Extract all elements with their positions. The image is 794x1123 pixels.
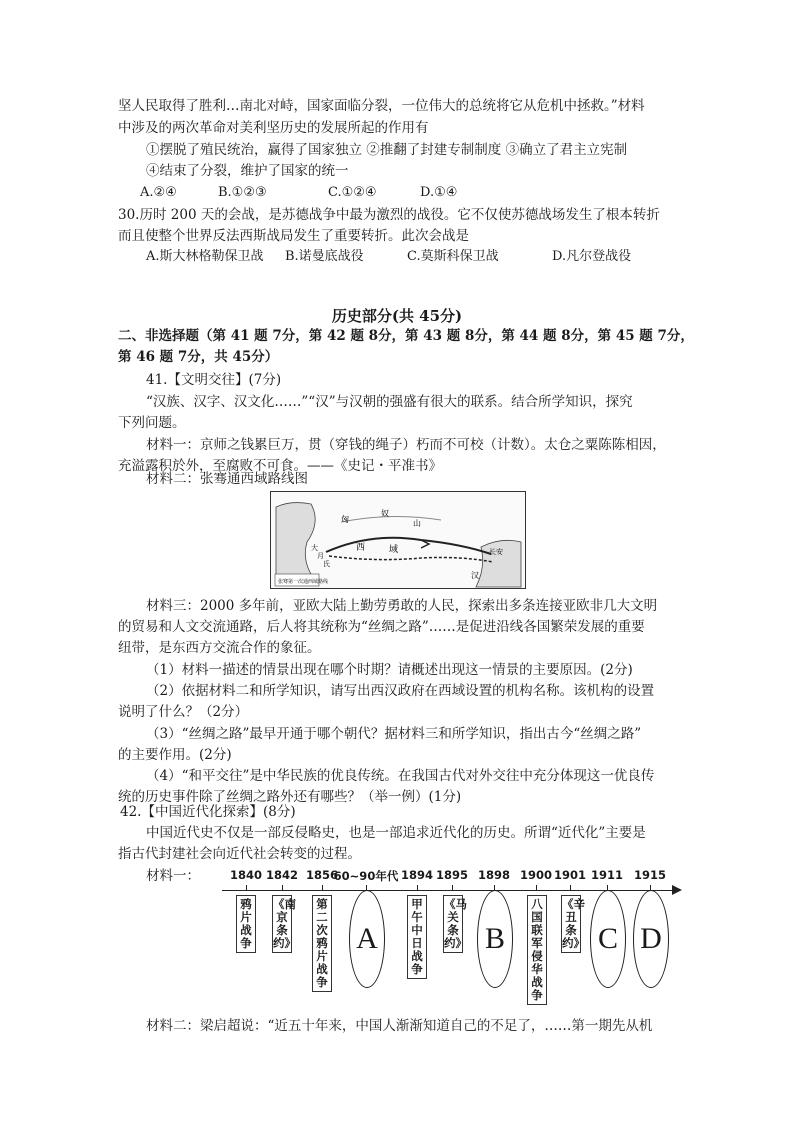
- timeline-tick: [322, 885, 323, 890]
- zhang-qian-route-map: [270, 491, 526, 589]
- map-label: 汉: [471, 571, 479, 580]
- map-label: 大: [311, 544, 318, 552]
- timeline-event: 第二次鸦片战争: [312, 895, 332, 992]
- q41-sub-question: 的主要作用。(2分): [118, 747, 232, 763]
- option-a: A.斯大林格勒保卫战: [146, 249, 264, 264]
- timeline-oval-a: A: [349, 890, 385, 988]
- timeline-year: 60~90年代: [333, 869, 399, 883]
- timeline-event: 甲午中日战争: [407, 895, 427, 979]
- option-c: C.①②④: [328, 185, 377, 200]
- timeline-tick: [452, 885, 453, 890]
- option-c: C.莫斯科保卫战: [407, 249, 499, 264]
- q41-sub-question: 统的历史事件除了丝绸之路外还有哪些？（举一例）(1分): [118, 789, 462, 805]
- timeline-year: 1840: [229, 868, 263, 882]
- q30-line: 30.历时 200 天的会战，是苏德战争中最为激烈的战役。它不仅使苏德战场发生了根本转折: [118, 207, 660, 223]
- timeline-year: 1856: [305, 868, 339, 882]
- q41-material-1: 材料一：京师之钱累巨万，贯（穿钱的绳子）朽而不可校（计数）。太仓之粟陈陈相因，: [146, 437, 666, 453]
- timeline-arrow: [672, 885, 682, 895]
- timeline-oval-d: D: [633, 890, 669, 988]
- timeline-oval-b: B: [477, 890, 513, 988]
- timeline-year: 1915: [633, 868, 667, 882]
- q41-material-1: 充溢露积於外，至腐败不可食。——《史记・平准书》: [118, 458, 442, 474]
- q41-sub-question: 说明了什么？（2分）: [118, 704, 249, 720]
- text-line: ①摆脱了殖民统治，赢得了国家独立 ②推翻了封建专制制度 ③确立了君主立宪制: [146, 142, 628, 158]
- option-a: A.②④: [140, 185, 177, 200]
- map-landmass-west: [276, 503, 316, 582]
- timeline-year: 1898: [477, 868, 511, 882]
- timeline-year: 1901: [553, 868, 587, 882]
- timeline-year: 1900: [519, 868, 553, 882]
- map-label: 匈: [341, 515, 349, 524]
- map-label: 氏: [323, 560, 330, 568]
- timeline-oval-c: C: [590, 890, 626, 988]
- option-b: B.①②③: [218, 185, 267, 200]
- q41-material-2: 材料二：张骞通西域路线图: [146, 471, 308, 487]
- timeline-year: 1842: [265, 868, 299, 882]
- timeline-year: 1895: [435, 868, 469, 882]
- q41-intro: “汉族、汉字、汉文化……”“汉”与汉朝的强盛有很大的联系。结合所学知识，探究: [146, 394, 633, 410]
- map-label: 域: [389, 545, 399, 555]
- route-line-return: [329, 556, 493, 562]
- timeline-event: 《马关条约》: [443, 895, 463, 953]
- mountain-range: [341, 516, 441, 522]
- q41-material-3: 的贸易和人文交流通路，后人将其统称为“丝绸之路”……是促进沿线各国繁荣发展的重要: [118, 619, 645, 635]
- option-b: B.诺曼底战役: [285, 249, 364, 264]
- q41-sub-question: （1）材料一描述的情景出现在哪个时期？请概述出现这一情景的主要原因。(2分): [146, 662, 633, 678]
- q42-heading: 42.【中国近代化探索】(8分): [120, 804, 296, 820]
- timeline-tick: [417, 885, 418, 890]
- map-label: 山: [413, 519, 421, 528]
- map-label: 西: [356, 543, 366, 553]
- route-line-outbound: [326, 538, 491, 554]
- q41-sub-question: （2）依据材料二和所学知识，请写出西汉政府在西域设置的机构名称。该机构的设置: [146, 683, 655, 699]
- timeline-tick: [282, 885, 283, 890]
- text-line: 坚人民取得了胜利…南北对峙，国家面临分裂，一位伟大的总统将它从危机中拯救。”材料: [118, 98, 645, 114]
- timeline-event: 鸦片战争: [236, 895, 256, 953]
- option-d: D.凡尔登战役: [552, 249, 632, 264]
- text-line: 中涉及的两次革命对美利坚历史的发展所起的作用有: [118, 120, 429, 136]
- timeline-event: 八国联军侵华战争: [527, 895, 547, 1005]
- timeline-tick: [246, 885, 247, 890]
- q42-material-1: 材料一：: [146, 868, 200, 884]
- q42-intro: 指古代封建社会向近代社会转变的过程。: [118, 846, 361, 862]
- q41-sub-question: （4）“和平交往”是中华民族的优良传统。在我国古代对外交往中充分体现这一优良传: [146, 768, 655, 784]
- map-label: 长安: [489, 548, 503, 556]
- option-d: D.①④: [420, 185, 458, 200]
- q41-intro: 下列问题。: [118, 415, 186, 431]
- map-legend: 张骞第一次通西域路线: [278, 579, 329, 585]
- timeline-event: 《辛丑条约》: [561, 895, 581, 953]
- section-title: 历史部分(共 45分): [331, 307, 463, 325]
- timeline-tick: [536, 885, 537, 890]
- map-label: 奴: [381, 509, 389, 518]
- q30-line: 而且使整个世界反法西斯战局发生了重要转折。此次会战是: [118, 228, 469, 244]
- map-label: 月: [317, 552, 324, 560]
- section-head: 第 46 题 7分，共 45分）: [118, 349, 279, 365]
- q42-material-2: 材料二：梁启超说：“近五十年来，中国人渐渐知道自己的不足了，……第一期先从机: [146, 1018, 653, 1034]
- q41-sub-question: （3）“丝绸之路”最早开通于哪个朝代？据材料三和所学知识，指出古今“丝绸之路”: [146, 726, 642, 742]
- timeline-tick: [570, 885, 571, 890]
- timeline: [222, 868, 684, 1002]
- timeline-event: 《南京条约》: [272, 895, 292, 953]
- route-map-svg: [271, 492, 525, 588]
- q41-material-3: 材料三：2000 多年前，亚欧大陆上勤劳勇敢的人民，探索出多条连接亚欧非几大文明: [146, 598, 658, 614]
- timeline-year: 1894: [400, 868, 434, 882]
- text-line: ④结束了分裂，维护了国家的统一: [146, 163, 349, 179]
- section-head: 二、非选择题（第 41 题 7分，第 42 题 8分，第 43 题 8分，第 44 题 8分，第 45 题 7分，: [118, 328, 694, 344]
- timeline-year: 1911: [590, 868, 624, 882]
- q41-heading: 41.【文明交往】(7分): [146, 372, 282, 388]
- q42-intro: 中国近代史不仅是一部反侵略史，也是一部追求近代化的历史。所谓“近代化”主要是: [146, 825, 646, 841]
- q41-material-3: 纽带，是东西方交流合作的象征。: [118, 640, 321, 656]
